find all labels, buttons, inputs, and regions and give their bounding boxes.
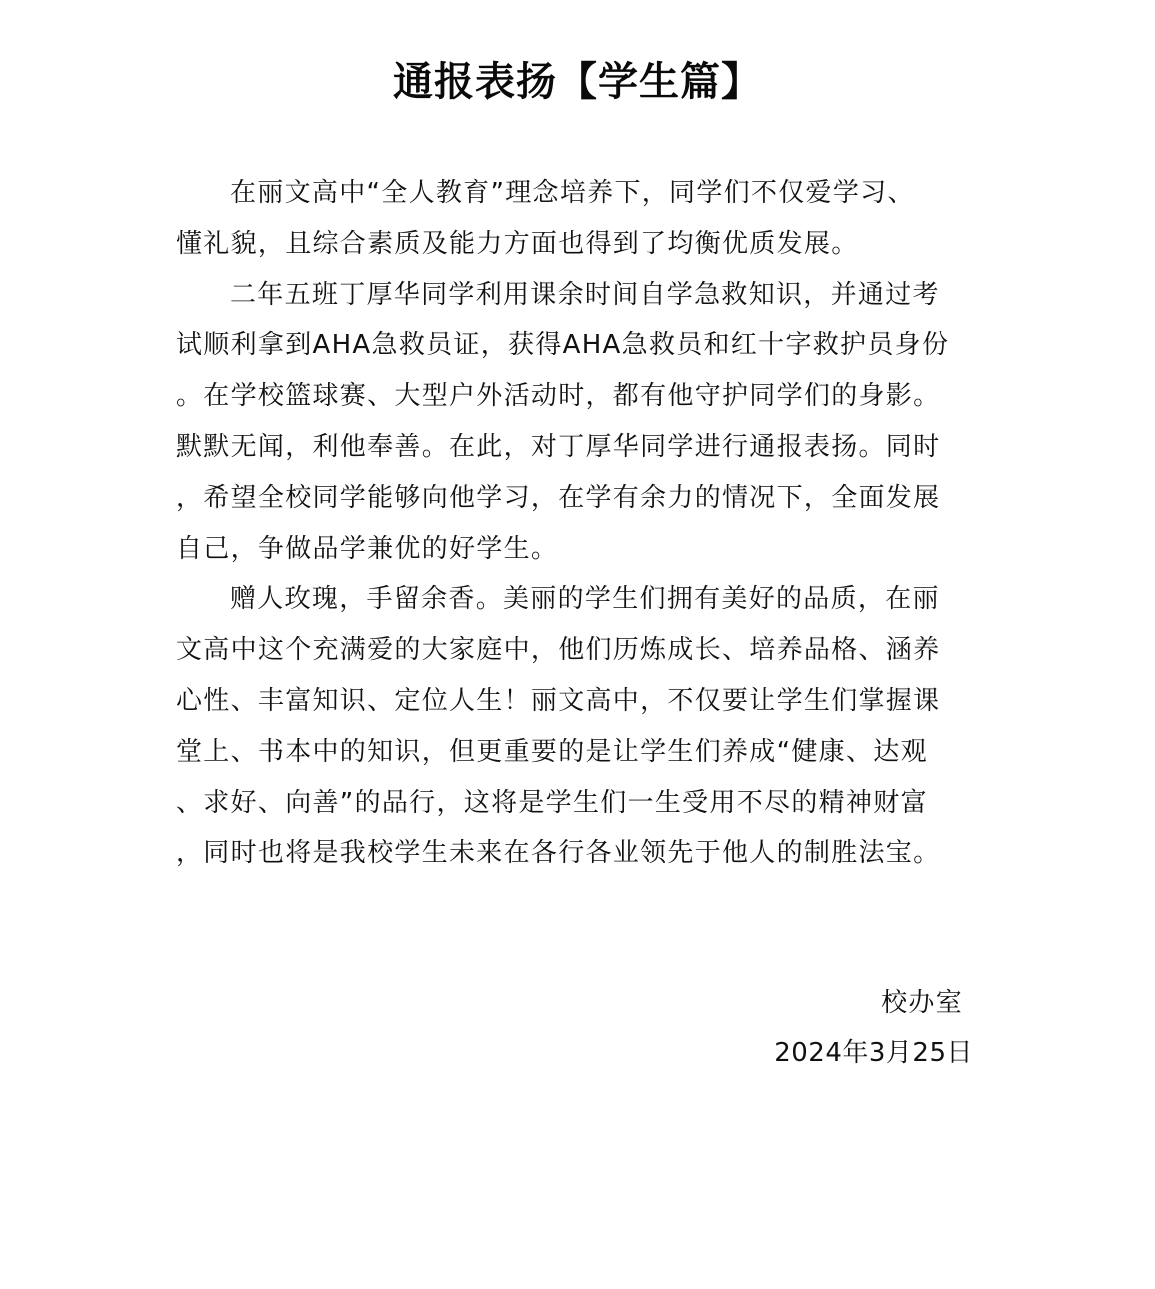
signature-block — [774, 978, 973, 1078]
paragraph-line: 文高中这个充满爱的大家庭中，他们历炼成长、培养品格、涵养 — [176, 635, 941, 666]
paragraph-3 — [176, 574, 988, 879]
paragraph-line: ，同时也将是我校学生未来在各行各业领先于他人的制胜法宝。 — [176, 838, 941, 869]
paragraph-2 — [176, 270, 988, 575]
paragraph-line: 赠人玫瑰，手留余香。美丽的学生们拥有美好的品质，在丽 — [230, 584, 940, 615]
paragraph-line: 在丽文高中“全人教育”理念培养下，同学们不仅爱学习、 — [230, 178, 915, 208]
paragraph-line: 堂上、书本中的知识，但更重要的是让学生们养成“健康、达观 — [176, 736, 928, 767]
signature-date: 2024年3月25日 — [774, 1038, 973, 1068]
paragraph-line: 试顺利拿到AHA急救员证，获得AHA急救员和红十字救护员身份 — [176, 330, 950, 361]
signature-office: 校办室 — [881, 988, 963, 1018]
paragraph-line: ，希望全校同学能够向他学习，在学有余力的情况下，全面发展 — [176, 482, 941, 513]
paragraph-line: 二年五班丁厚华同学利用课余时间自学急救知识，并通过考 — [230, 279, 940, 310]
paragraph-line: 自己，争做品学兼优的好学生。 — [176, 533, 559, 564]
document-title: 通报表扬【学生篇】 — [393, 59, 762, 105]
paragraph-line: 。在学校篮球赛、大型户外活动时，都有他守护同学们的身影。 — [176, 381, 941, 412]
document-body — [176, 168, 988, 879]
paragraph-line: 心性、丰富知识、定位人生！丽文高中，不仅要让学生们掌握课 — [176, 685, 941, 716]
paragraph-1 — [176, 168, 988, 270]
paragraph-line: 、求好、向善”的品行，这将是学生们一生受用不尽的精神财富 — [176, 787, 928, 818]
paragraph-line: 懂礼貌，且综合素质及能力方面也得到了均衡优质发展。 — [176, 228, 859, 259]
paragraph-line: 默默无闻，利他奉善。在此，对丁厚华同学进行通报表扬。同时 — [176, 431, 941, 462]
